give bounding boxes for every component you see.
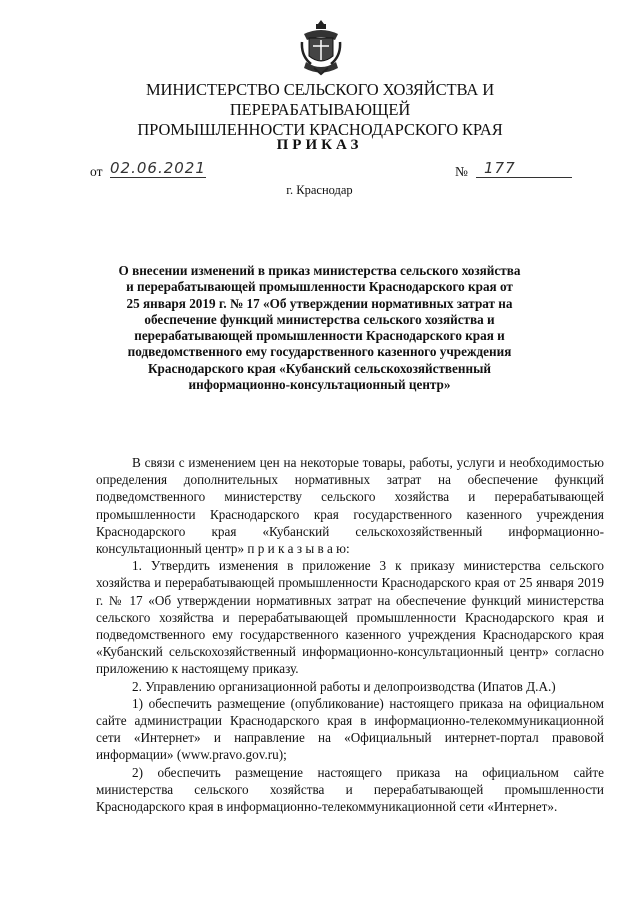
document-type: ПРИКАЗ	[276, 137, 363, 153]
number-label: №	[455, 164, 468, 179]
krasnodar-coat-of-arms-icon	[300, 18, 342, 76]
body-paragraph-1: В связи с изменением цен на некоторые товары, работы, услуги и необходимостью определения дополнительных нормативных затрат на обеспечение функций подведомственного министерству сельского хозяйства и перерабатывающей промышленности Краснодарского края государственного казенного учреждения Краснодарского края «Кубанский сельскохозяйственный информационно-консультационный центр» п р и к а з ы в а ю:	[96, 455, 604, 557]
ministry-line-2: ПРОМЫШЛЕННОСТИ КРАСНОДАРСКОГО КРАЯ	[137, 120, 503, 139]
date-value: 02.06.2021	[110, 159, 206, 177]
body-paragraph-3: 2. Управлению организационной работы и делопроизводства (Ипатов Д.А.)	[132, 678, 556, 694]
order-subject: О внесении изменений в приказ министерства сельского хозяйства и перерабатывающей промышленности Краснодарского края от 25 января 2019 г. № 17 «Об утверждении нормативных затрат на обеспечение функций министерства сельского хозяйства и перерабатывающей промышленности Краснодарского края и подведомственного ему государственного казенного учреждения Краснодарского края «Кубанский сельскохозяйственный информационно-консультационный центр»	[118, 263, 521, 393]
number-value: 177	[484, 159, 516, 177]
body-paragraph-5: 2) обеспечить размещение настоящего приказа на официальном сайте министерства сельского хозяйства и перерабатывающей промышленности Краснодарского края в информационно-телекоммуникационной сети «Интернет».	[96, 764, 604, 815]
number-field	[476, 159, 572, 178]
city: г. Краснодар	[286, 183, 353, 197]
date-label: от	[90, 164, 103, 179]
order-body	[96, 454, 604, 815]
ministry-line-1: МИНИСТЕРСТВО СЕЛЬСКОГО ХОЗЯЙСТВА И ПЕРЕРАБАТЫВАЮЩЕЙ	[145, 80, 495, 119]
date-field	[110, 159, 206, 178]
body-paragraph-2: 1. Утвердить изменения в приложение 3 к приказу министерства сельского хозяйства и перерабатывающей промышленности Краснодарского края от 25 января 2019 г. № 17 «Об утверждении нормативных затрат на обеспечение функций министерства сельского хозяйства и перерабатывающей промышленности Краснодарского края и подведомственного ему государственного казенного учреждения Краснодарского края «Кубанский сельскохозяйственный информационно-консультационный центр» согласно приложению к настоящему приказу.	[96, 558, 604, 677]
ministry-name	[60, 80, 580, 140]
body-paragraph-4: 1) обеспечить размещение (опубликование) настоящего приказа на официальном сайте администрации Краснодарского края в информационно-телекоммуникационной сети «Интернет» и направление на «Официальный интернет-портал правовой информации» (www.pravo.gov.ru);	[96, 695, 604, 763]
